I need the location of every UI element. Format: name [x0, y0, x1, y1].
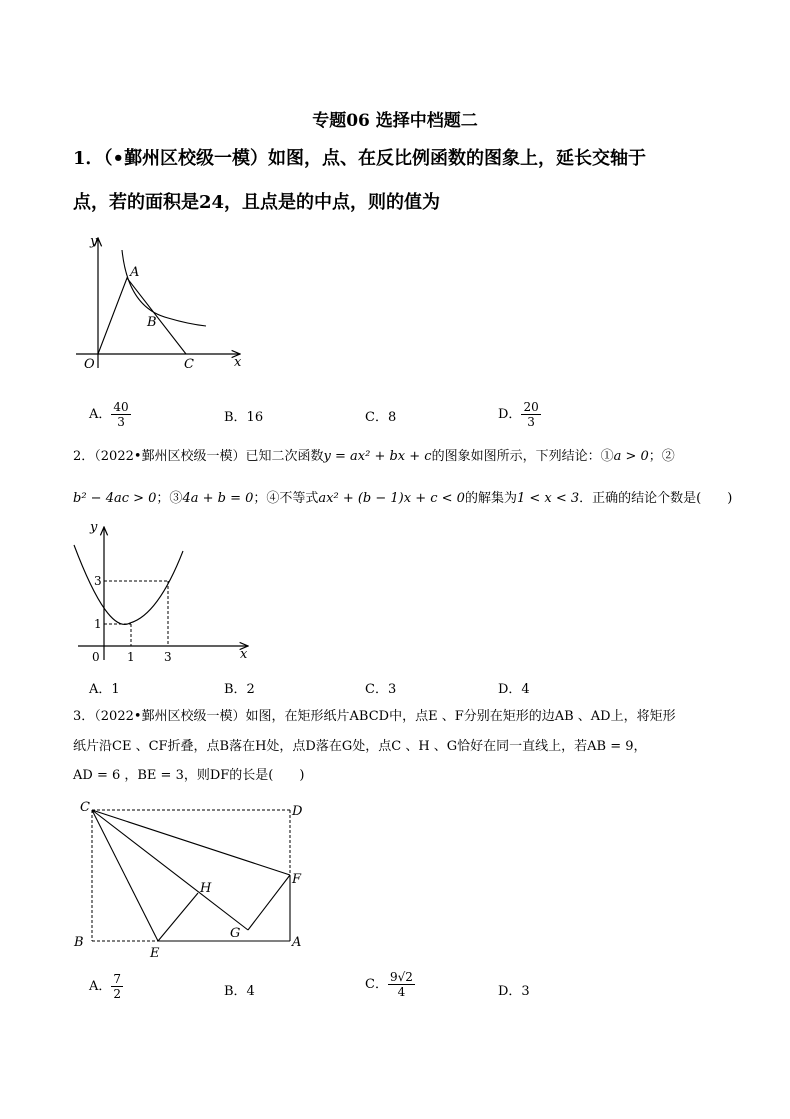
q2-option-a[interactable]: A．1	[89, 682, 120, 697]
q2-label-y: y	[90, 520, 98, 535]
q3-line-ce	[92, 810, 158, 941]
q1-triangle	[98, 278, 186, 354]
q1-label-y: y	[90, 234, 98, 249]
q3-label-D: D	[292, 804, 303, 819]
fraction: $\frac{7}{2}$	[113, 972, 122, 1001]
q3-option-c[interactable]: C． $\frac{9√2}{4}$	[365, 970, 413, 999]
q1-option-b[interactable]: B．16	[224, 410, 264, 425]
q2-option-d[interactable]: D．4	[498, 682, 530, 697]
q1-label-C: C	[184, 357, 194, 372]
q3-label-A: A	[292, 935, 302, 950]
q1-label-x: x	[234, 355, 242, 370]
q2-label-x: x	[240, 647, 248, 662]
q1-label-O: O	[84, 357, 95, 372]
q3-label-C: C	[80, 800, 90, 815]
q2-label-origin: 0	[92, 650, 100, 664]
q2-tick-x3: 3	[164, 650, 172, 664]
q3-line-eh	[158, 893, 198, 941]
q1-option-d[interactable]: D． $\frac{20}{3}$	[498, 400, 539, 429]
q2-tick-y3: 3	[94, 574, 102, 588]
q3-option-d[interactable]: D．3	[498, 984, 530, 999]
q3-figure	[70, 795, 320, 965]
q3-line-cf	[92, 810, 290, 875]
page-title: 专题06 选择中档题二	[312, 111, 478, 131]
q2-parabola	[74, 545, 183, 624]
q2-option-b[interactable]: B．2	[224, 682, 255, 697]
q3-stem-line3: AD = 6 ，BE = 3，则DF的长是( )	[73, 768, 305, 783]
fraction: $\frac{9√2}{4}$	[389, 970, 413, 999]
q3-line-gf	[248, 875, 290, 930]
q3-option-b[interactable]: B．4	[224, 984, 255, 999]
q1-option-c[interactable]: C．8	[365, 410, 397, 425]
q2-figure	[68, 515, 268, 665]
q3-label-H: H	[200, 881, 212, 896]
q2-stem-line1: 2．（2022•鄞州区校级一模）已知二次函数y = ax² + bx + c的图象如图所示，下列结论：①a > 0；②	[73, 449, 675, 464]
q3-label-B: B	[74, 935, 84, 950]
fraction: $\frac{40}{3}$	[113, 400, 129, 429]
q3-label-E: E	[150, 946, 160, 961]
fraction: $\frac{20}{3}$	[523, 400, 539, 429]
q2-tick-y1: 1	[94, 617, 102, 631]
q2-tick-x1: 1	[127, 650, 135, 664]
q3-label-F: F	[292, 872, 302, 887]
q3-line-cg	[92, 810, 248, 930]
q2-stem-line2: b² − 4ac > 0；③4a + b = 0；④不等式ax² + (b − 1)x + c < 0的解集为1 < x < 3．正确的结论个数是( )	[73, 491, 733, 506]
q2-option-c[interactable]: C．3	[365, 682, 397, 697]
q3-option-a[interactable]: A． $\frac{7}{2}$	[89, 972, 122, 1001]
q1-label-A: A	[130, 265, 140, 280]
q1-label-B: B	[147, 315, 157, 330]
q1-figure	[68, 228, 258, 376]
q1-stem-line2: 点，若的面积是24，且点是的中点，则的值为	[73, 192, 441, 213]
q3-stem-line2: 纸片沿CE 、CF折叠，点B落在H处，点D落在G处，点C 、H 、G恰好在同一直线上，若AB = 9，	[73, 739, 647, 754]
q1-option-a[interactable]: A． $\frac{40}{3}$	[89, 400, 129, 429]
q3-label-G: G	[230, 926, 241, 941]
q1-stem-line1: 1．（•鄞州区校级一模）如图，点、在反比例函数的图象上，延长交轴于	[73, 148, 647, 169]
q3-stem-line1: 3．（2022•鄞州区校级一模）如图，在矩形纸片ABCD中，点E 、F分别在矩形的边AB 、AD上，将矩形	[73, 709, 676, 724]
